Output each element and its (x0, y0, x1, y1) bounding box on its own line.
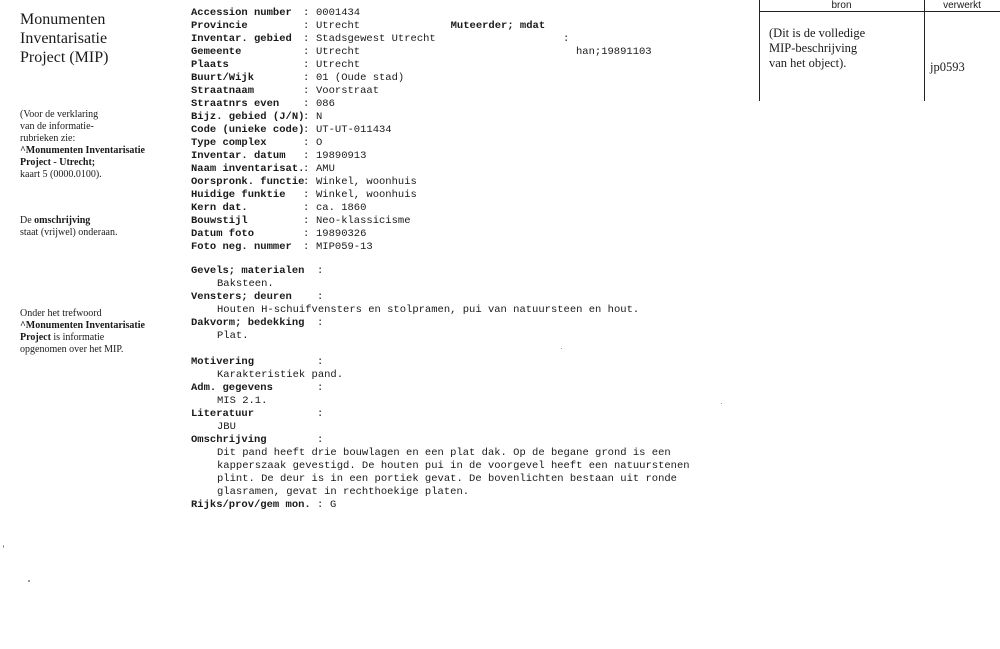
field-label: Inventar. datum (191, 150, 286, 162)
field-label: Provincie (191, 20, 248, 32)
field-label: Bijz. gebied (J/N) (191, 111, 305, 123)
section-text-dakvorm: Plat. (217, 330, 249, 342)
field-value: 19890913 (316, 150, 367, 162)
description-location-note (20, 215, 180, 239)
field-separator: : (563, 33, 570, 45)
title-line-2: Inventarisatie (20, 30, 108, 47)
title-line-1: Monumenten (20, 11, 106, 28)
field-separator: : (303, 202, 310, 214)
note-line: kaart 5 (0000.0100). (20, 169, 102, 180)
field-value: Utrecht (316, 20, 361, 32)
field-label: Plaats (191, 59, 229, 71)
field-separator: : (303, 59, 310, 71)
table-border-left (759, 0, 760, 101)
section-text-literatuur: JBU (217, 421, 236, 433)
field-value: UT-UT-011434 (316, 124, 392, 136)
explanation-note (20, 109, 180, 181)
field-separator: : (303, 20, 310, 32)
note-text: De (20, 215, 35, 226)
field-value: 086 (316, 98, 335, 110)
field-separator: : (303, 176, 310, 188)
scan-speck (28, 580, 30, 582)
source-description (769, 26, 919, 71)
field-label: Type complex (191, 137, 267, 149)
note-reference: ^Monumenten Inventarisatie (20, 145, 145, 156)
field-separator: : (303, 215, 310, 227)
section-label-rijks: Rijks/prov/gem mon. (191, 499, 311, 511)
field-label: Inventar. gebied (191, 33, 292, 45)
field-label: Buurt/Wijk (191, 72, 255, 84)
field-label: Code (unieke code) (191, 124, 305, 136)
field-label: Bouwstijl (191, 215, 248, 227)
field-separator: : (303, 228, 310, 240)
field-value: MIP059-13 (316, 241, 373, 253)
field-label: Oorspronk. functie (191, 176, 305, 188)
field-separator: : (317, 317, 324, 329)
field-value: AMU (316, 163, 335, 175)
field-separator: : (303, 85, 310, 97)
field-separator: : (303, 111, 310, 123)
field-separator: : (317, 265, 324, 277)
description-line: kapperszaak gevestigd. De houten pui in de voorgevel heeft een natuurstenen (217, 460, 690, 472)
note-reference: Project - Utrecht; (20, 157, 96, 168)
scan-speck (721, 403, 722, 404)
table-column-divider (924, 0, 925, 101)
source-table (759, 0, 1000, 101)
field-label: Gemeente (191, 46, 242, 58)
table-header-rule (759, 11, 1000, 12)
note-reference: ^Monumenten Inventarisatie (20, 320, 145, 331)
source-description-line: MIP-beschrijving (769, 41, 858, 55)
note-line: Onder het trefwoord (20, 308, 102, 319)
field-separator: : (303, 150, 310, 162)
field-separator: : (303, 124, 310, 136)
description-line: Dit pand heeft drie bouwlagen en een plat dak. Op de begane grond is een (217, 447, 671, 459)
field-value: Stadsgewest Utrecht (316, 33, 436, 45)
field-separator: : (303, 241, 310, 253)
section-label-literatuur: Literatuur (191, 408, 255, 420)
scan-speck (3, 545, 4, 548)
processed-code: jp0593 (930, 60, 965, 74)
field-separator: : (303, 33, 310, 45)
note-keyword: omschrijving (34, 215, 91, 226)
section-text-gevels: Baksteen. (217, 278, 274, 290)
publication-title (20, 10, 180, 67)
field-separator: : (303, 72, 310, 84)
field-separator: : (317, 434, 324, 446)
field-value: Voorstraat (316, 85, 380, 97)
field-separator: : (317, 291, 324, 303)
section-label-motivering: Motivering (191, 356, 255, 368)
field-separator: : (317, 408, 324, 420)
field-separator: : (317, 356, 324, 368)
field-label: Huidige funktie (191, 189, 286, 201)
title-line-3: Project (MIP) (20, 49, 109, 66)
section-label-gevels: Gevels; materialen (191, 265, 305, 277)
header-bron: bron (831, 0, 852, 11)
scan-speck (561, 348, 562, 349)
field-value: ca. 1860 (316, 202, 367, 214)
source-description-line: (Dit is de volledige (769, 26, 866, 40)
field-label: Kern dat. (191, 202, 248, 214)
section-text-motivering: Karakteristiek pand. (217, 369, 344, 381)
field-label: Naam inventarisat. (191, 163, 305, 175)
note-text: is informatie (50, 332, 105, 343)
note-line: van de informatie- (20, 121, 94, 132)
section-label-dakvorm: Dakvorm; bedekking (191, 317, 305, 329)
section-text-adm: MIS 2.1. (217, 395, 268, 407)
section-label-vensters: Vensters; deuren (191, 291, 292, 303)
note-line: rubrieken zie: (20, 133, 76, 144)
note-line: (Voor de verklaring (20, 109, 99, 120)
field-value: Winkel, woonhuis (316, 189, 417, 201)
field-label: Straatnaam (191, 85, 255, 97)
field-separator: : (303, 189, 310, 201)
field-value: N (316, 111, 323, 123)
muteerder-label: Muteerder; mdat (450, 20, 546, 32)
field-value: 01 (Oude stad) (316, 72, 405, 84)
section-label-adm: Adm. gegevens (191, 382, 273, 394)
muteerder-value: han;19891103 (576, 46, 652, 58)
description-line: plint. De deur is in een portiek gevat. De bovenlichten bestaan uit ronde (217, 473, 677, 485)
section-value-rijks: G (330, 499, 337, 511)
muteerder-field (438, 7, 652, 59)
field-separator: : (303, 137, 310, 149)
field-separator: : (303, 46, 310, 58)
note-line: opgenomen over het MIP. (20, 344, 124, 355)
field-separator: : (303, 163, 310, 175)
field-label: Foto neg. nummer (191, 241, 292, 253)
note-line: staat (vrijwel) onderaan. (20, 227, 118, 238)
field-value: 0001434 (316, 7, 361, 19)
header-verwerkt: verwerkt (943, 0, 981, 11)
field-value: Winkel, woonhuis (316, 176, 417, 188)
field-label: Straatnrs even (191, 98, 280, 110)
field-label: Datum foto (191, 228, 255, 240)
keyword-note (20, 308, 180, 356)
field-value: 19890326 (316, 228, 367, 240)
field-separator: : (303, 7, 310, 19)
field-value: Neo-klassicisme (316, 215, 411, 227)
field-label: Accession number (191, 7, 292, 19)
description-line: glasramen, gevat in rechthoekige platen. (217, 486, 470, 498)
note-reference: Project (20, 332, 51, 343)
field-value: Utrecht (316, 59, 361, 71)
source-description-line: van het object). (769, 56, 847, 70)
field-separator: : (303, 98, 310, 110)
section-text-vensters: Houten H-schuifvensters en stolpramen, pui van natuursteen en hout. (217, 304, 640, 316)
field-value: O (316, 137, 323, 149)
field-separator: : (317, 499, 324, 511)
field-separator: : (317, 382, 324, 394)
field-value: Utrecht (316, 46, 361, 58)
section-label-omschrijving: Omschrijving (191, 434, 267, 446)
